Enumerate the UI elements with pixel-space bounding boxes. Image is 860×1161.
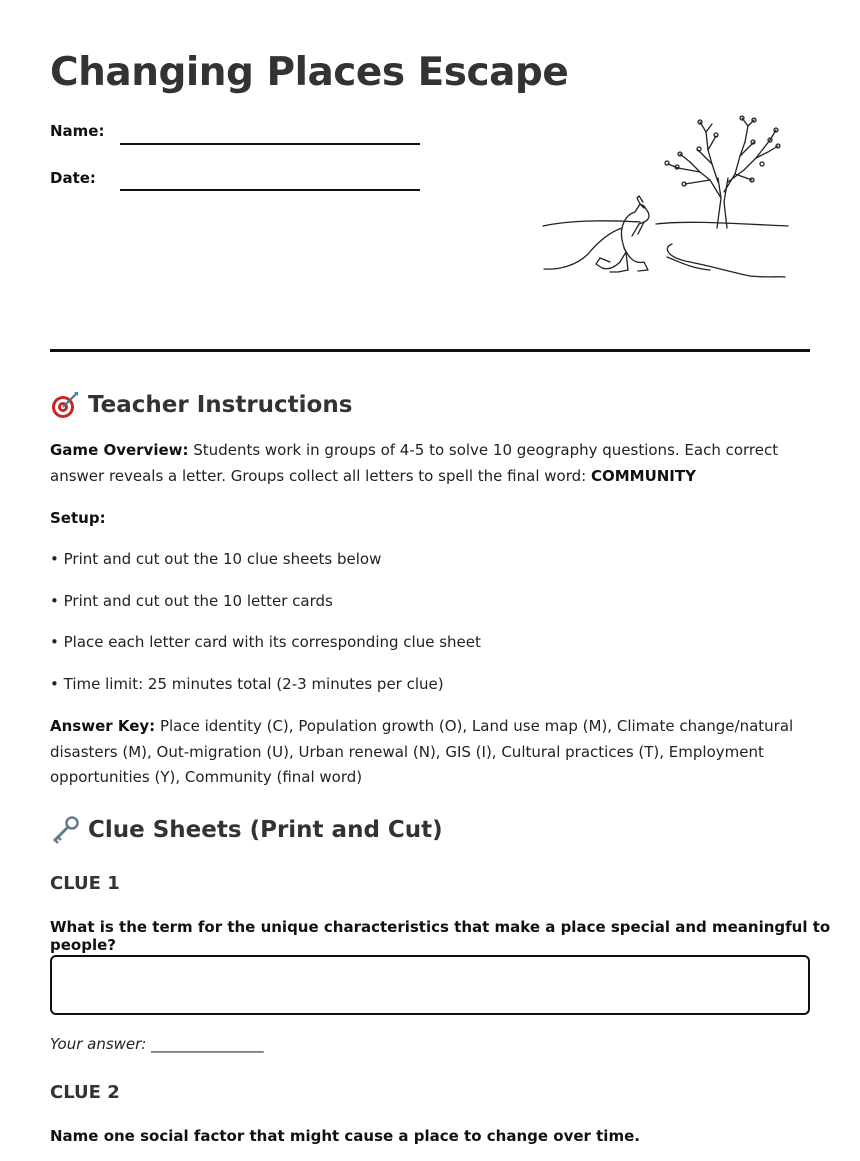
clue-sheets-heading bbox=[50, 815, 443, 845]
date-label: Date: bbox=[50, 169, 96, 187]
setup-item: • Print and cut out the 10 letter cards bbox=[50, 592, 333, 610]
clue-1-question: What is the term for the unique characteristics that make a place special and meaningful to people? bbox=[50, 918, 831, 954]
game-overview bbox=[50, 438, 810, 489]
game-overview-text: Students work in groups of 4-5 to solve 10 geography questions. Each correct answer reveals a letter. Groups collect all letters to spell the final word: bbox=[50, 441, 779, 485]
section-divider bbox=[50, 349, 810, 352]
clue-1-answer-box[interactable] bbox=[50, 955, 810, 1015]
clue-2-title: CLUE 2 bbox=[50, 1082, 120, 1103]
your-answer-blank[interactable]: _______________ bbox=[146, 1035, 264, 1053]
setup-item: • Place each letter card with its corresponding clue sheet bbox=[50, 633, 481, 651]
setup-item: • Time limit: 25 minutes total (2-3 minutes per clue) bbox=[50, 675, 444, 693]
your-answer-label: Your answer: bbox=[50, 1035, 147, 1053]
answer-key-text: Place identity (C), Population growth (O), Land use map (M), Climate change/natural disasters (M), Out-migration (U), Urban renewal (N), GIS (I), Cultural practices (T), Employment opportunities (Y), Community (final word) bbox=[50, 717, 794, 786]
game-overview-label: Game Overview: bbox=[50, 441, 189, 459]
final-word: COMMUNITY bbox=[590, 466, 696, 485]
key-icon bbox=[50, 815, 80, 845]
teacher-instructions-title: Teacher Instructions bbox=[88, 392, 353, 418]
setup-label-text: Setup: bbox=[50, 509, 106, 527]
clue-1-title: CLUE 1 bbox=[50, 873, 120, 894]
answer-key bbox=[50, 714, 810, 791]
kangaroo-tree-illustration bbox=[540, 112, 795, 282]
setup-label bbox=[50, 506, 810, 532]
date-field-line[interactable] bbox=[120, 189, 420, 191]
clue-2-question: Name one social factor that might cause a place to change over time. bbox=[50, 1127, 640, 1145]
setup-item: • Print and cut out the 10 clue sheets below bbox=[50, 550, 382, 568]
name-label: Name: bbox=[50, 122, 105, 140]
clue-1-your-answer bbox=[50, 1035, 264, 1053]
name-field-line[interactable] bbox=[120, 143, 420, 145]
teacher-instructions-heading bbox=[50, 390, 352, 420]
clue-sheets-title: Clue Sheets (Print and Cut) bbox=[88, 817, 443, 843]
answer-key-label: Answer Key: bbox=[50, 717, 156, 735]
target-dart-icon bbox=[50, 390, 80, 420]
page-title: Changing Places Escape bbox=[50, 50, 569, 95]
